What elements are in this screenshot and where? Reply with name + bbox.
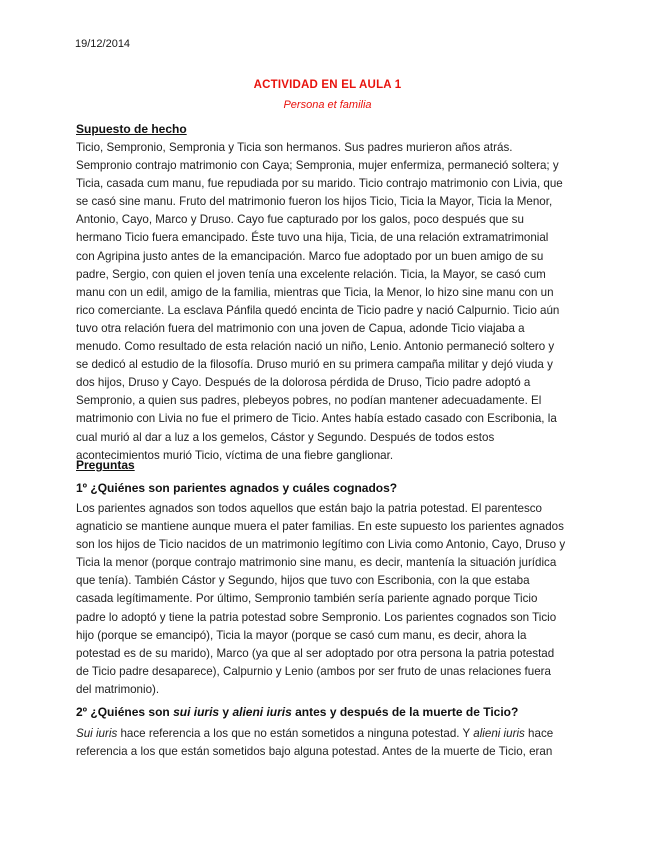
text-line: Los parientes agnados son todos aquellos que están bajo la patria potestad. El parentesco	[76, 502, 543, 515]
answer-2-text: hace	[524, 727, 554, 740]
text-line: rico comerciante. La esclava Pánfila quedó encinta de Ticio padre y nació Calpurnio. Ticio aún	[76, 303, 560, 317]
text-line: manu con un edil, amigo de la familia, mientras que Ticia, la Menor, lo hizo sine manu con un	[76, 285, 554, 299]
text-line: casada legítimamente. Por último, Sempronio también sería pariente agnado porque Ticio	[76, 592, 538, 606]
text-line: Sempronio contrajo matrimonio con Caya; Sempronia, mujer enfermiza, permaneció soltera; y	[76, 159, 559, 173]
text-line: acontecimientos murió Ticio, víctima de una fiebre ganglionar.	[76, 448, 394, 462]
text-line: dos hijos, Druso y Cayo. Después de la dolorosa pérdida de Druso, Ticio padre adoptó a	[76, 376, 531, 390]
answer-2-term-sui-iuris: Sui iuris	[76, 727, 118, 740]
text-line: potestad es de su marido), Marco (ya que al ser adoptado por otra persona la patria potestad	[76, 646, 555, 660]
answer-2-text: hace referencia a los que no están sometidos a ninguna potestad. Y	[117, 727, 474, 740]
text-line: agnaticio se mantiene aunque muera el pater familias. En este supuesto los parientes agnados	[76, 520, 564, 534]
text-line: padre, Sergio, con quien el joven tenía una excelente relación. Ticia, la Mayor, se casó cum	[76, 267, 546, 281]
document-subtitle: Persona et familia	[283, 99, 372, 111]
text-line: Antonio, Cayo, Marco y Druso. Cayo fue capturado por los galos, poco después que su	[76, 213, 524, 227]
text-line: del matrimonio).	[76, 682, 160, 696]
text-line: matrimonio con Livia no fue el primero de Ticio. Antes había estado casado con Escribonia, la	[76, 412, 557, 426]
text-line: hermano Ticio fuera emancipado. Éste tuvo una hija, Ticia, de una relación extramatrimonial	[76, 231, 549, 245]
text-line: hijo (porque se emancipó), Ticia la mayor (porque se casó cum manu, es decir, ahora la	[76, 628, 527, 642]
text-line: Ticio, Sempronio, Sempronia y Ticia son hermanos. Sus padres murieron años atrás.	[76, 141, 513, 154]
question-2-mid: y	[219, 705, 233, 719]
questions-heading: Preguntas	[76, 458, 135, 472]
question-2-suffix: antes y después de la muerte de Ticio?	[291, 705, 519, 719]
document-date: 19/12/2014	[75, 38, 131, 50]
text-line: que tenía). También Cástor y Segundo, hijos que tuvo con Escribonia, con la que estaba	[76, 574, 530, 588]
answer-2-term-alieni-iuris: alieni iuris	[473, 727, 525, 740]
answer-1-paragraph	[76, 500, 588, 699]
text-line: Sempronio, a quien sus padres, plebeyos pobres, no podían mantener adecuadamente. El	[76, 394, 542, 408]
document-title: ACTIVIDAD EN EL AULA 1	[253, 79, 402, 91]
text-line: de Ticio padre desaparece), Calpurnio y Lenio (ambos por ser fruto de unas relaciones fuera	[76, 664, 551, 678]
text-line: con Agripina justo antes de la emancipación. Marco fue adoptado por un buen amigo de su	[76, 249, 544, 263]
facts-heading: Supuesto de hecho	[76, 122, 187, 136]
question-2	[76, 705, 518, 719]
text-line: son los hijos de Ticio nacidos de un matrimonio legítimo con Livia como Antonio, Cayo, Druso y	[76, 538, 566, 552]
answer-2-paragraph	[76, 725, 588, 761]
answer-2-line	[76, 725, 588, 743]
question-2-term-sui-iuris: sui iuris	[173, 705, 220, 719]
text-line: Ticia la menor (porque contrajo matrimonio sine manu, es decir, mantenía la situación jurídica	[76, 556, 557, 570]
question-2-prefix: 2º ¿Quiénes son	[76, 705, 174, 719]
text-line: Ticia, casada cum manu, fue repudiada por su marido. Ticio contrajo matrimonio con Livia, que	[76, 177, 563, 191]
question-2-term-alieni-iuris: alieni iuris	[232, 705, 292, 719]
question-1: 1º ¿Quiénes son parientes agnados y cuáles cognados?	[76, 481, 398, 495]
text-line: tuvo otra relación fuera del matrimonio con una joven de Capua, adonde Ticio viajaba a	[76, 321, 525, 335]
text-line: menudo. Como resultado de esta relación nació un niño, Lenio. Antonio permaneció soltero y	[76, 340, 555, 354]
text-line: se dedicó al estudio de la filosofía. Druso murió en su primera campaña militar y dejó viuda y	[76, 358, 553, 372]
text-line: se casó sine manu. Fruto del matrimonio fueron los hijos Ticio, Ticia la Mayor, Ticia la Menor,	[76, 195, 553, 209]
answer-2-line: referencia a los que están sometidos bajo alguna potestad. Antes de la muerte de Ticio, eran	[76, 745, 553, 759]
text-line: padre lo adoptó y tiene la patria potestad sobre Sempronio. Los parientes cognados son Ticio	[76, 610, 557, 624]
text-line: cual murió al dar a luz a los gemelos, Cástor y Segundo. Después de todos estos	[76, 430, 495, 444]
facts-paragraph	[76, 139, 588, 465]
